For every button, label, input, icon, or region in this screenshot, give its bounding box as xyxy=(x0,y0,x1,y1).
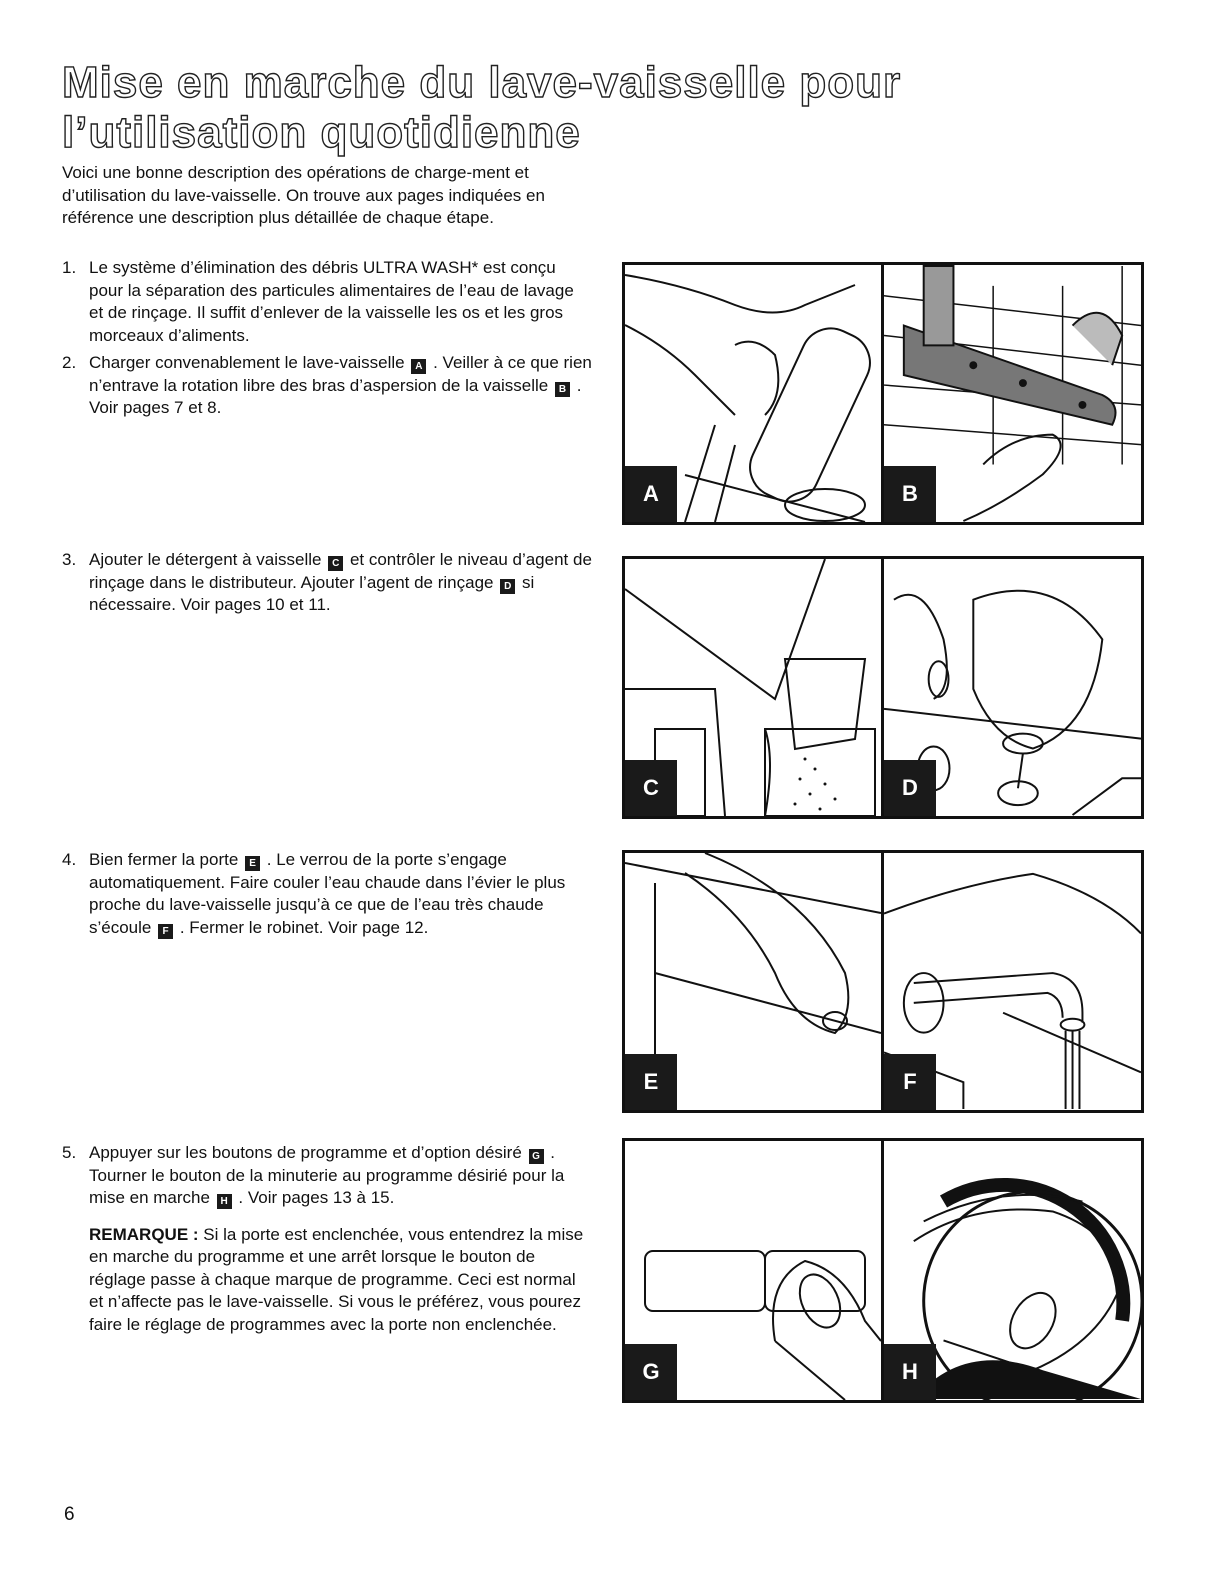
step-3 xyxy=(62,549,592,617)
step-4 xyxy=(62,849,592,939)
step-text xyxy=(89,352,592,420)
note-label: REMARQUE : xyxy=(89,1224,199,1244)
step-text-part: . Fermer le robinet. Voir page 12. xyxy=(179,917,429,937)
figure-label-badge: E xyxy=(625,1054,677,1110)
figure-label-badge: G xyxy=(625,1344,677,1400)
step-text-part: . Voir pages 13 à 15. xyxy=(238,1188,395,1207)
figure-buttons-dial xyxy=(622,1138,1144,1403)
step-text-part: . Veiller à ce que rien n’entrave la rotation libre des bras d’aspersion de la vaisselle xyxy=(89,353,592,395)
illustration-panel-f xyxy=(884,853,1141,1110)
page-title-line-1: Mise en marche du lave-vaisselle pour xyxy=(62,58,902,107)
step-number: 4. xyxy=(62,850,77,869)
figure-label-badge: B xyxy=(884,466,936,522)
step-text xyxy=(89,549,592,617)
step-text-part: . Tourner le bouton de la minuterie au programme désirié pour la mise en marche xyxy=(89,1143,565,1207)
illustration-panel-c xyxy=(625,559,881,816)
step-text-part: et contrôler le niveau d’agent de rinçage dans le distributeur. Ajouter l’agent de rinçage xyxy=(89,550,592,592)
figure-reference: C xyxy=(328,556,343,571)
figure-label-badge: D xyxy=(884,760,936,816)
figure-label-badge: H xyxy=(884,1344,936,1400)
step-text-part: Charger convenablement le lave-vaisselle xyxy=(89,353,405,372)
step-text: Le système d’élimination des débris ULTRA WASH* est conçu pour la séparation des particules alimentaires de l’eau de lavage et de rinçage. Il suffit d’enlever de la vaisselle les os et les gros morceaux d’aliments. xyxy=(89,258,574,345)
step-text-part: . Le verrou de la porte s’engage automatiquement. Faire couler l’eau chaude dans l’évier le plus proche du lave-vaisselle jusqu’à ce que de l’eau très chaude s’écoule xyxy=(89,850,566,937)
figure-reference: H xyxy=(217,1194,232,1209)
step-number: 3. xyxy=(62,550,77,569)
illustration-panel-g xyxy=(625,1141,881,1400)
step-text-part: Appuyer sur les boutons de programme et d’option désiré xyxy=(89,1143,522,1162)
page-number: 6 xyxy=(64,1504,75,1525)
figure-reference: A xyxy=(411,359,426,374)
illustration-panel-a xyxy=(625,265,881,522)
figure-reference: B xyxy=(555,382,570,397)
illustration-panel-e xyxy=(625,853,881,1110)
figure-reference: E xyxy=(245,856,260,871)
step-5 xyxy=(62,1142,592,1336)
page-title-line-2: l’utilisation quotidienne xyxy=(62,108,581,157)
figure-label-badge: C xyxy=(625,760,677,816)
step-2 xyxy=(62,352,592,420)
step-number: 5. xyxy=(62,1143,77,1162)
step-number: 1. xyxy=(62,258,77,277)
illustration-panel-b xyxy=(884,265,1141,522)
figure-loading-dishwasher xyxy=(622,262,1144,525)
step-text-part: Bien fermer la porte xyxy=(89,850,239,869)
step-text-part: Ajouter le détergent à vaisselle xyxy=(89,550,322,569)
figure-label-badge: F xyxy=(884,1054,936,1110)
step-number: 2. xyxy=(62,353,77,372)
note xyxy=(89,1224,592,1337)
note-text: Si la porte est enclenchée, vous entendrez la mise en marche du programme et une arrêt lorsque le bouton de réglage passe à chaque marque de programme. Ceci est normal et n’affecte pas le lave-vaisselle. Si vous le préférez, vous pourez faire le réglage de programmes avec la porte non enclenchée. xyxy=(89,1224,584,1334)
step-text-part: . Voir pages 7 et 8. xyxy=(89,375,582,417)
illustration-panel-d xyxy=(884,559,1141,816)
figure-reference: F xyxy=(158,924,173,939)
step-1 xyxy=(62,257,592,347)
figure-reference: D xyxy=(500,579,515,594)
step-text xyxy=(89,849,592,939)
figure-detergent-rinse-agent xyxy=(622,556,1144,819)
illustration-panel-h xyxy=(884,1141,1141,1400)
step-text xyxy=(89,1142,592,1210)
page-title xyxy=(62,58,962,158)
figure-reference: G xyxy=(529,1149,544,1164)
intro-paragraph: Voici une bonne description des opérations de charge-ment et d’utilisation du lave-vaisselle. On trouve aux pages indiquées en référence une description plus détaillée de chaque étape. xyxy=(62,163,545,227)
figure-label-badge: A xyxy=(625,466,677,522)
step-text-part: si nécessaire. Voir pages 10 et 11. xyxy=(89,572,535,614)
figure-door-faucet xyxy=(622,850,1144,1113)
